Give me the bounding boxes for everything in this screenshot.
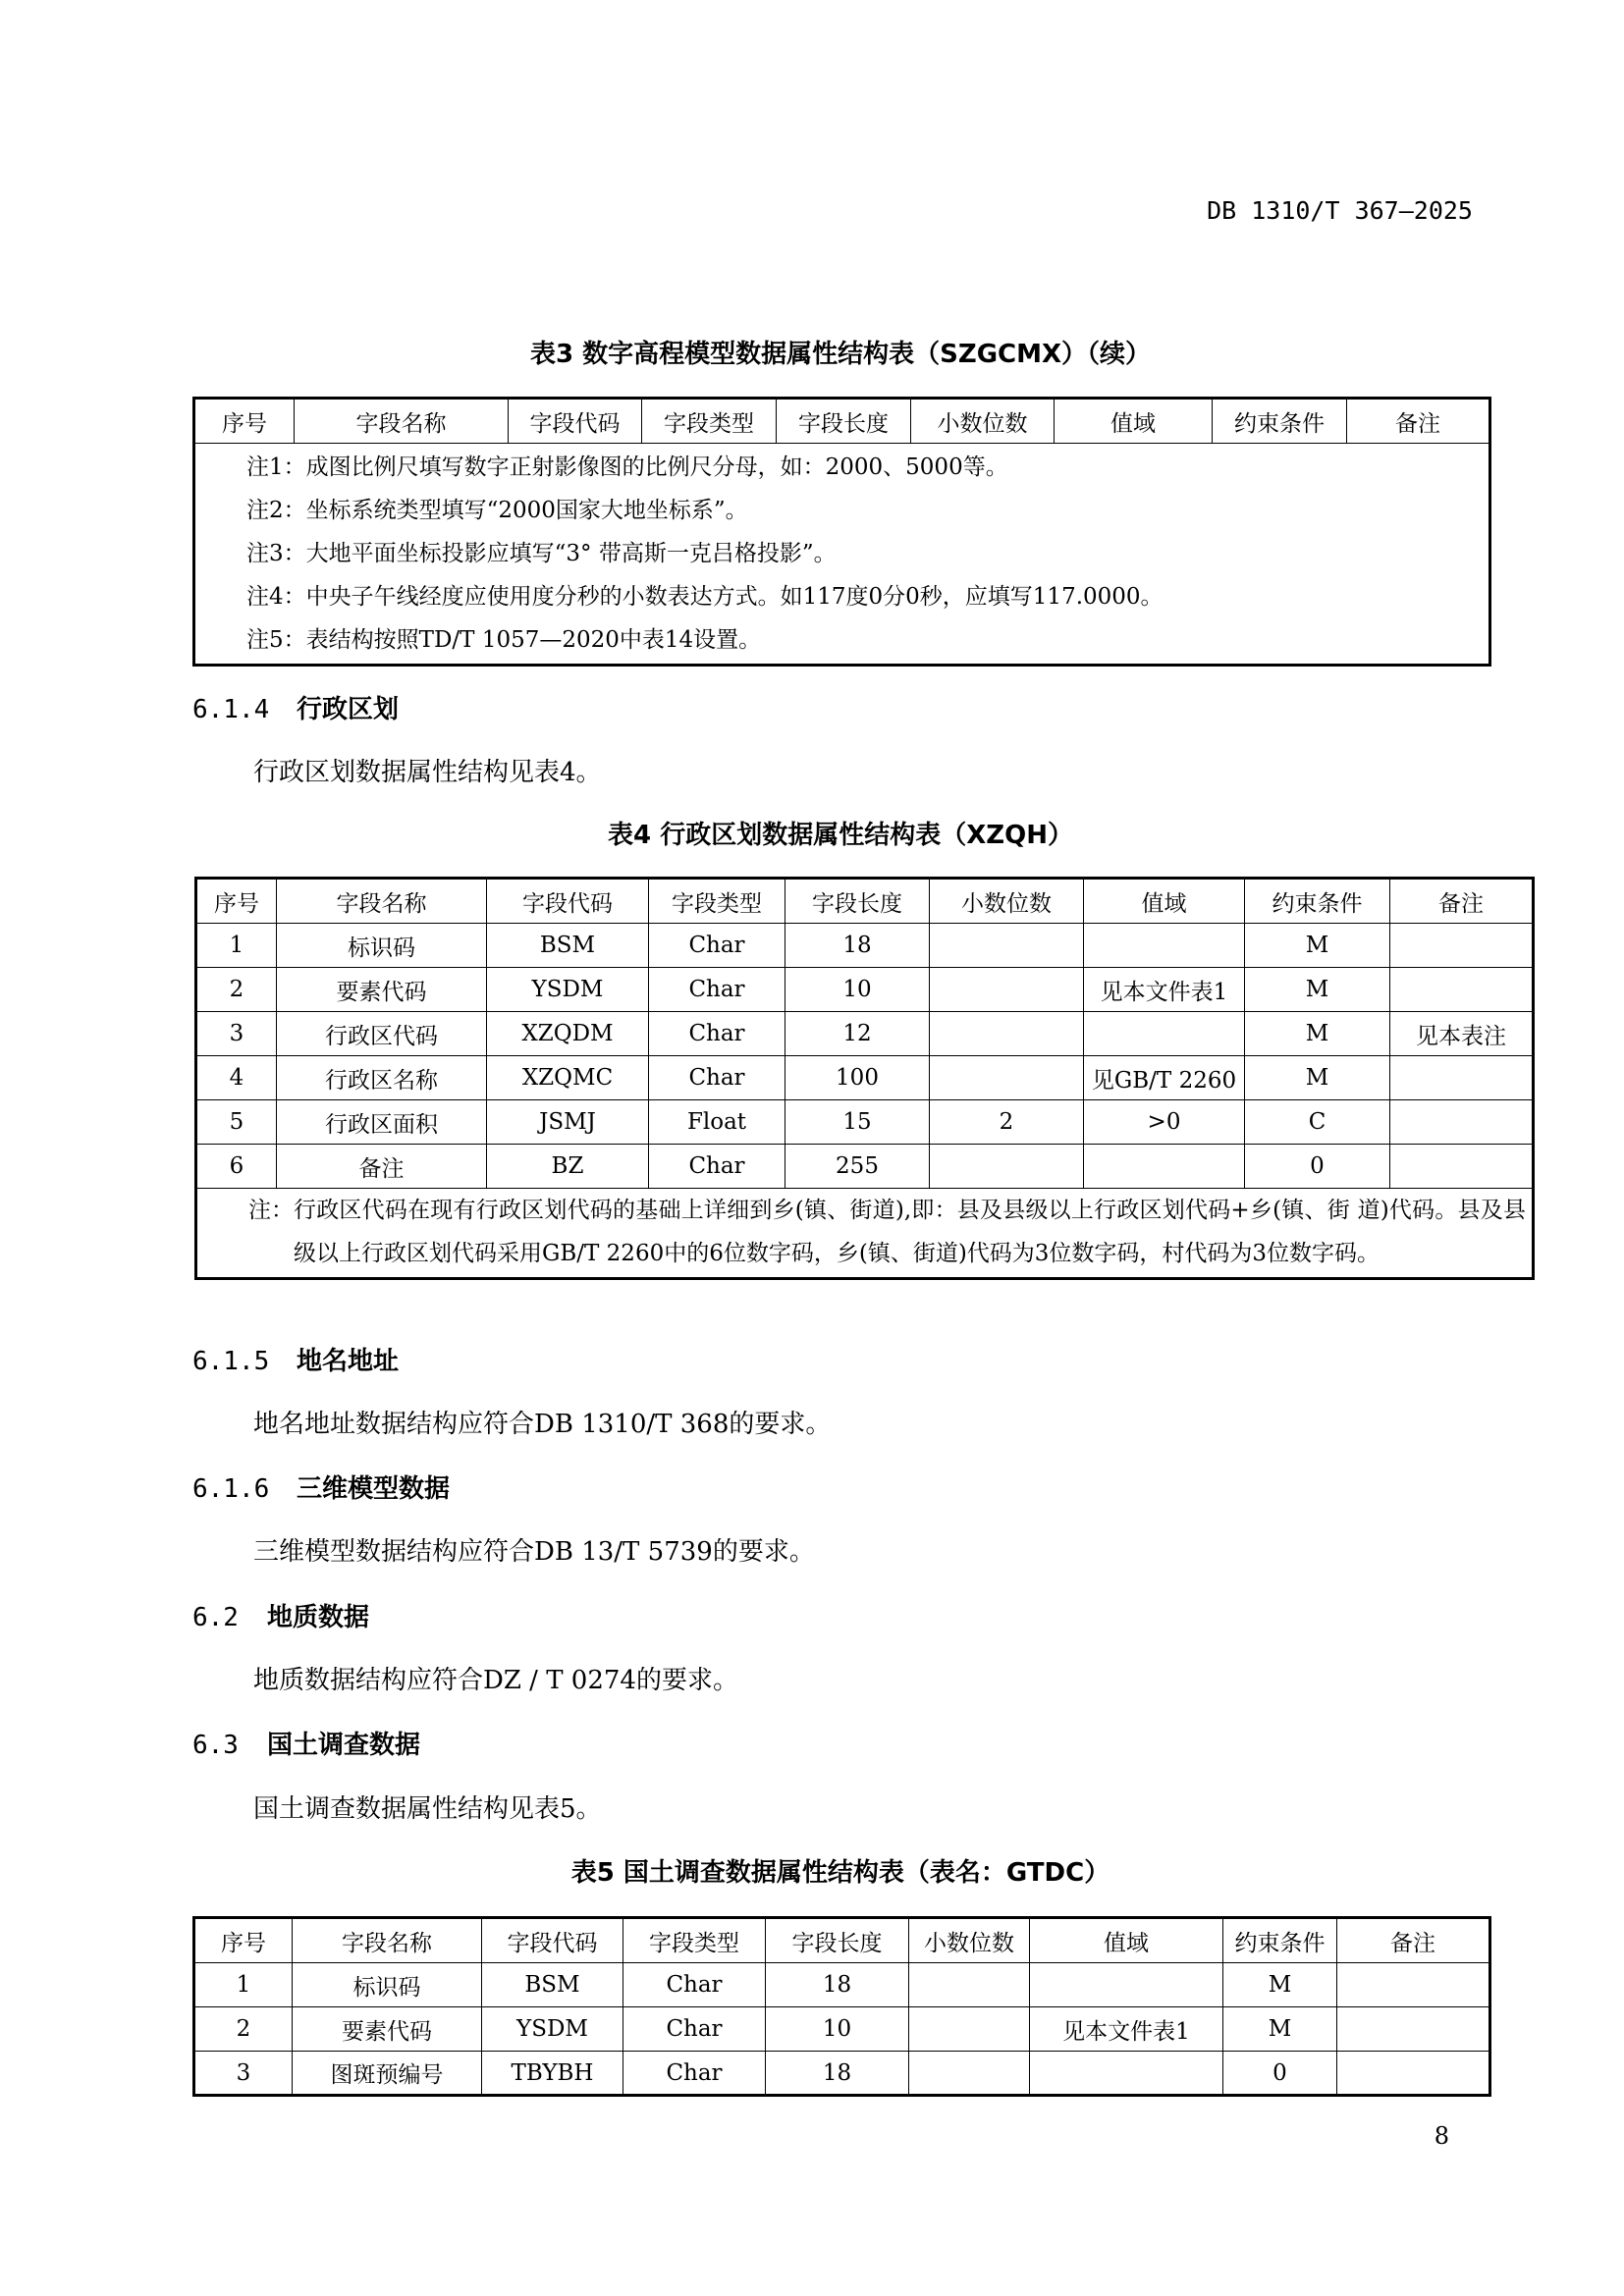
table4-note-text: 行政区代码在现有行政区划代码的基础上详细到乡(镇、街道),即：县及县级以上行政区划代码+乡(镇、街 道)代码。县及县级以上行政区划代码采用GB/T 2260中的6位数字码，乡(镇、街道)代码为3位数字码，村代码为3位数字码。 (294, 1198, 1526, 1266)
table4-header-cell: 字段名称 (277, 879, 487, 924)
table-cell: 2 (194, 2007, 293, 2052)
table4 (194, 877, 1535, 1280)
table-cell: 见本文件表1 (1030, 2007, 1223, 2052)
section-number: 6.2 (192, 1603, 239, 1632)
table-cell: 3 (194, 2052, 293, 2096)
table5 (192, 1916, 1491, 2097)
table-cell (1390, 924, 1534, 968)
table-cell: 0 (1223, 2052, 1337, 2096)
table-cell: Char (649, 1012, 785, 1056)
table-cell: C (1245, 1100, 1390, 1145)
section-6-1-5-text: 地名地址数据结构应符合DB 1310/T 368的要求。 (253, 1410, 832, 1439)
table4-header-cell: 值域 (1084, 879, 1245, 924)
table-cell (1337, 2052, 1490, 2096)
table3 (192, 397, 1491, 667)
table-cell (909, 1963, 1030, 2007)
table-cell (909, 2052, 1030, 2096)
table-cell: 1 (196, 924, 277, 968)
page-number: 8 (1434, 2122, 1449, 2150)
table5-caption: 表5 国土调查数据属性结构表（表名：GTDC） (570, 1858, 1110, 1888)
table-cell: 255 (785, 1145, 930, 1189)
table-cell: BSM (482, 1963, 623, 2007)
table5-header-row (194, 1918, 1490, 1963)
section-6-2-text: 地质数据结构应符合DZ / T 0274的要求。 (253, 1666, 738, 1695)
document-id: DB 1310/T 367—2025 (1207, 196, 1473, 225)
section-number: 6.1.5 (192, 1347, 270, 1376)
table3-header-cell: 序号 (194, 399, 295, 444)
table4-header-cell: 字段长度 (785, 879, 930, 924)
table3-note: 注4：中央子午线经度应使用度分秒的小数表达方式。如117度0分0秒，应填写117.0000。 (246, 584, 1164, 610)
table5-header-cell: 备注 (1337, 1918, 1490, 1963)
table3-note: 注2：坐标系统类型填写“2000国家大地坐标系”。 (246, 498, 748, 523)
table-cell: BZ (487, 1145, 649, 1189)
table-cell: 12 (785, 1012, 930, 1056)
table-cell: >0 (1084, 1100, 1245, 1145)
table-cell: Float (649, 1100, 785, 1145)
table-cell: Char (623, 1963, 766, 2007)
table-cell: Char (649, 924, 785, 968)
table-cell: 见GB/T 2260 (1084, 1056, 1245, 1100)
table-cell (930, 1145, 1084, 1189)
table-cell: Char (649, 1145, 785, 1189)
section-6-2-heading (192, 1597, 369, 1633)
table-cell: Char (649, 968, 785, 1012)
table-cell (1390, 1100, 1534, 1145)
table-cell: 标识码 (277, 924, 487, 968)
section-number: 6.1.6 (192, 1474, 270, 1504)
table-cell: XZQDM (487, 1012, 649, 1056)
table-cell: 1 (194, 1963, 293, 2007)
section-6-1-4-text: 行政区划数据属性结构见表4。 (253, 758, 602, 787)
table-cell (909, 2007, 1030, 2052)
table-row (196, 924, 1534, 968)
table-cell: 6 (196, 1145, 277, 1189)
table3-header-cell: 备注 (1347, 399, 1490, 444)
table3-header-cell: 值域 (1055, 399, 1213, 444)
table4-note (196, 1189, 1534, 1279)
table-cell (930, 968, 1084, 1012)
table-cell: 18 (766, 2052, 909, 2096)
table3-notes (194, 444, 1490, 666)
table4-header-cell: 约束条件 (1245, 879, 1390, 924)
table-cell: Char (623, 2052, 766, 2096)
table-cell (1084, 1012, 1245, 1056)
table-cell: 10 (785, 968, 930, 1012)
table-cell: M (1223, 1963, 1337, 2007)
table3-header-cell: 字段代码 (509, 399, 642, 444)
table3-caption: 表3 数字高程模型数据属性结构表（SZGCMX）（续） (529, 340, 1152, 369)
table4-note-block (248, 1189, 1532, 1275)
table-cell: 0 (1245, 1145, 1390, 1189)
table-row (196, 1100, 1534, 1145)
table-cell: 要素代码 (293, 2007, 482, 2052)
table-cell (1390, 968, 1534, 1012)
table-cell: 3 (196, 1012, 277, 1056)
table-cell: 见本表注 (1390, 1012, 1534, 1056)
table3-note: 注5：表结构按照TD/T 1057—2020中表14设置。 (246, 627, 762, 653)
table3-header-cell: 字段类型 (642, 399, 777, 444)
table-cell (1084, 1145, 1245, 1189)
table4-header-row (196, 879, 1534, 924)
table-cell: JSMJ (487, 1100, 649, 1145)
table-cell: 5 (196, 1100, 277, 1145)
table4-note-label: 注： (248, 1198, 294, 1223)
table-cell: 见本文件表1 (1084, 968, 1245, 1012)
table-cell (1030, 2052, 1223, 2096)
section-number: 6.3 (192, 1731, 239, 1760)
table5-header-cell: 字段名称 (293, 1918, 482, 1963)
table-cell: TBYBH (482, 2052, 623, 2096)
table4-header-cell: 字段代码 (487, 879, 649, 924)
table4-header-cell: 备注 (1390, 879, 1534, 924)
section-number: 6.1.4 (192, 695, 270, 724)
table-cell: YSDM (482, 2007, 623, 2052)
section-title: 行政区划 (297, 695, 400, 724)
section-6-1-6-text: 三维模型数据结构应符合DB 13/T 5739的要求。 (253, 1537, 815, 1567)
table3-header-cell: 字段长度 (777, 399, 911, 444)
section-6-1-5-heading (192, 1341, 399, 1377)
table4-header-cell: 小数位数 (930, 879, 1084, 924)
table5-header-cell: 约束条件 (1223, 1918, 1337, 1963)
section-title: 三维模型数据 (297, 1474, 451, 1504)
table3-header-cell: 小数位数 (911, 399, 1055, 444)
table5-header-cell: 字段长度 (766, 1918, 909, 1963)
table-cell (1390, 1145, 1534, 1189)
table-cell: 2 (196, 968, 277, 1012)
table-row (196, 968, 1534, 1012)
table4-header-cell: 字段类型 (649, 879, 785, 924)
table-row (194, 1963, 1490, 2007)
table-row (196, 1145, 1534, 1189)
table-cell: Char (649, 1056, 785, 1100)
table5-header-cell: 字段类型 (623, 1918, 766, 1963)
table-cell: XZQMC (487, 1056, 649, 1100)
table-cell: 要素代码 (277, 968, 487, 1012)
table-cell: 行政区面积 (277, 1100, 487, 1145)
table-cell: Char (623, 2007, 766, 2052)
table3-notes-row (194, 444, 1490, 666)
table-cell: M (1245, 968, 1390, 1012)
table-cell (1030, 1963, 1223, 2007)
table-cell: 4 (196, 1056, 277, 1100)
section-6-1-4-heading (192, 689, 399, 725)
table-cell: 10 (766, 2007, 909, 2052)
table-cell (1337, 1963, 1490, 2007)
section-6-1-6-heading (192, 1468, 450, 1505)
table4-note-row (196, 1189, 1534, 1279)
section-title: 地名地址 (297, 1347, 400, 1376)
section-title: 地质数据 (267, 1603, 370, 1632)
table-row (194, 2007, 1490, 2052)
table4-header-cell: 序号 (196, 879, 277, 924)
table-cell (1337, 2007, 1490, 2052)
table-row (194, 2052, 1490, 2096)
table-row (196, 1012, 1534, 1056)
table-cell: M (1223, 2007, 1337, 2052)
table-cell (930, 1012, 1084, 1056)
table-cell: 15 (785, 1100, 930, 1145)
table-cell: 标识码 (293, 1963, 482, 2007)
table5-header-cell: 值域 (1030, 1918, 1223, 1963)
table-cell: 2 (930, 1100, 1084, 1145)
table3-header-row (194, 399, 1490, 444)
table-cell: 18 (785, 924, 930, 968)
table-cell: 18 (766, 1963, 909, 2007)
table-cell: M (1245, 924, 1390, 968)
table-cell: 备注 (277, 1145, 487, 1189)
table-cell: 行政区名称 (277, 1056, 487, 1100)
table3-header-cell: 字段名称 (295, 399, 509, 444)
table-cell (930, 924, 1084, 968)
table-cell (1084, 924, 1245, 968)
table-cell (930, 1056, 1084, 1100)
table-cell: M (1245, 1012, 1390, 1056)
table-cell: 图斑预编号 (293, 2052, 482, 2096)
table-cell: M (1245, 1056, 1390, 1100)
table5-header-cell: 小数位数 (909, 1918, 1030, 1963)
section-6-3-text: 国土调查数据属性结构见表5。 (253, 1794, 602, 1824)
table3-header-cell: 约束条件 (1213, 399, 1347, 444)
section-title: 国土调查数据 (267, 1731, 421, 1760)
table-row (196, 1056, 1534, 1100)
table5-header-cell: 序号 (194, 1918, 293, 1963)
table4-caption: 表4 行政区划数据属性结构表（XZQH） (608, 821, 1073, 850)
section-6-3-heading (192, 1725, 420, 1761)
table-cell: 100 (785, 1056, 930, 1100)
table5-header-cell: 字段代码 (482, 1918, 623, 1963)
table-cell: BSM (487, 924, 649, 968)
table-cell: YSDM (487, 968, 649, 1012)
table3-note: 注3：大地平面坐标投影应填写“3° 带高斯一克吕格投影”。 (246, 541, 837, 566)
table3-note: 注1：成图比例尺填写数字正射影像图的比例尺分母，如：2000、5000等。 (246, 454, 1008, 480)
table-cell: 行政区代码 (277, 1012, 487, 1056)
table-cell (1390, 1056, 1534, 1100)
